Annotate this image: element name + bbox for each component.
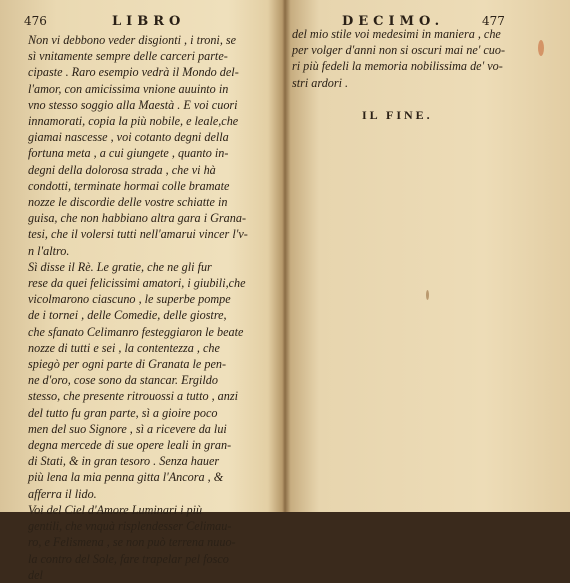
text-line: fortuna meta , a cui giungete , quanto in- [28, 146, 229, 161]
text-line: stri ardori . [292, 75, 349, 90]
text-line: men del suo Signore , sì a ricevere da lui [28, 421, 227, 436]
text-line: tesi, che il volersi tutti nell'amarui vincer l'v- [28, 227, 248, 242]
text-line: vicolmarono ciascuno , le superbe pompe [28, 292, 231, 307]
text-line: ri più fedeli la memoria nobilissima de' vo- [292, 59, 503, 74]
text-line: stesso, che presente ritrouossi a tutto , anzi [28, 389, 239, 404]
page-number: 476 [24, 14, 47, 28]
text-line: guisa, che non habbiano altra gara i Grana- [28, 211, 247, 226]
right-page [284, 0, 570, 512]
text-line: sì vnitamente sempre delle carceri parte- [28, 49, 228, 64]
text-line: Non vi debbono veder disgionti , i troni, se [28, 33, 237, 47]
text-line: giamai nascesse , voi cotanto degni della [28, 130, 229, 145]
text-line: vno stesso soggio alla Maestà . E voi cuori [28, 97, 238, 112]
text-line: ne d'oro, cose sono da stancar. Ergildo [28, 373, 218, 388]
text-line: l'amor, con amicissima vnione auuinto in [28, 81, 229, 96]
text-line: gentili, che vnquà risplendesser Celimau- [28, 519, 232, 534]
text-line: che sfanato Celimanro festeggiaron le beate [28, 324, 244, 339]
finis-label: IL FINE. [362, 108, 433, 122]
text-line: del tutto fu gran parte, sì a gioire poco [28, 405, 218, 420]
page-body [292, 26, 522, 91]
text-line: de i tornei , delle Comedie, delle giostre, [28, 308, 227, 323]
text-line: spiegò per ogni parte di Granata le pen- [28, 357, 227, 372]
text-line: del mio stile voi medesimi in maniera , che [292, 27, 501, 41]
running-header: DECIMO. [342, 14, 445, 29]
text-line: ro, e Felismena , se non può terrena nuuo- [28, 535, 236, 550]
page-body [28, 32, 268, 583]
ink-stain [426, 290, 429, 300]
text-line: la contro del Sole, fare trapelar pel fosco [28, 551, 229, 566]
text-line: nozze di tutti e sei , la contentezza , che [28, 340, 220, 355]
text-line: n l'altro. [28, 243, 70, 258]
running-header: LIBRO [112, 14, 186, 29]
text-line: rese da quei felicissimi amatori, i giubili,che [28, 276, 246, 291]
page-number: 477 [482, 14, 505, 28]
text-line: di Stati, & in gran tesoro . Senza hauer [28, 454, 220, 469]
text-line: condotti, terminate hormai colle bramate [28, 178, 230, 193]
text-line: degna mercede di sue opere leali in gran- [28, 438, 232, 453]
text-line: più lena la mia penna gitta l'Ancora , & [28, 470, 224, 485]
text-line: degni della dolorosa strada , che vi hà [28, 162, 216, 177]
text-line: cipaste . Raro esempio vedrà il Mondo del- [28, 65, 239, 80]
text-line: nozze le discordie delle vostre schiatte in [28, 195, 228, 210]
text-line: Sì disse il Rè. Le gratie, che ne gli fur [28, 259, 212, 274]
text-line: Voi del Ciel d'Amore Luminari i più [28, 502, 203, 517]
left-page [0, 0, 282, 582]
text-line: innamorati, copia la più nobile, e leale,che [28, 114, 239, 129]
text-line: afferra il lido. [28, 486, 97, 501]
text-line: del [28, 567, 43, 582]
text-line: per volger d'anni non si oscuri mai ne' cuo- [292, 43, 506, 58]
ink-stain [538, 40, 544, 56]
